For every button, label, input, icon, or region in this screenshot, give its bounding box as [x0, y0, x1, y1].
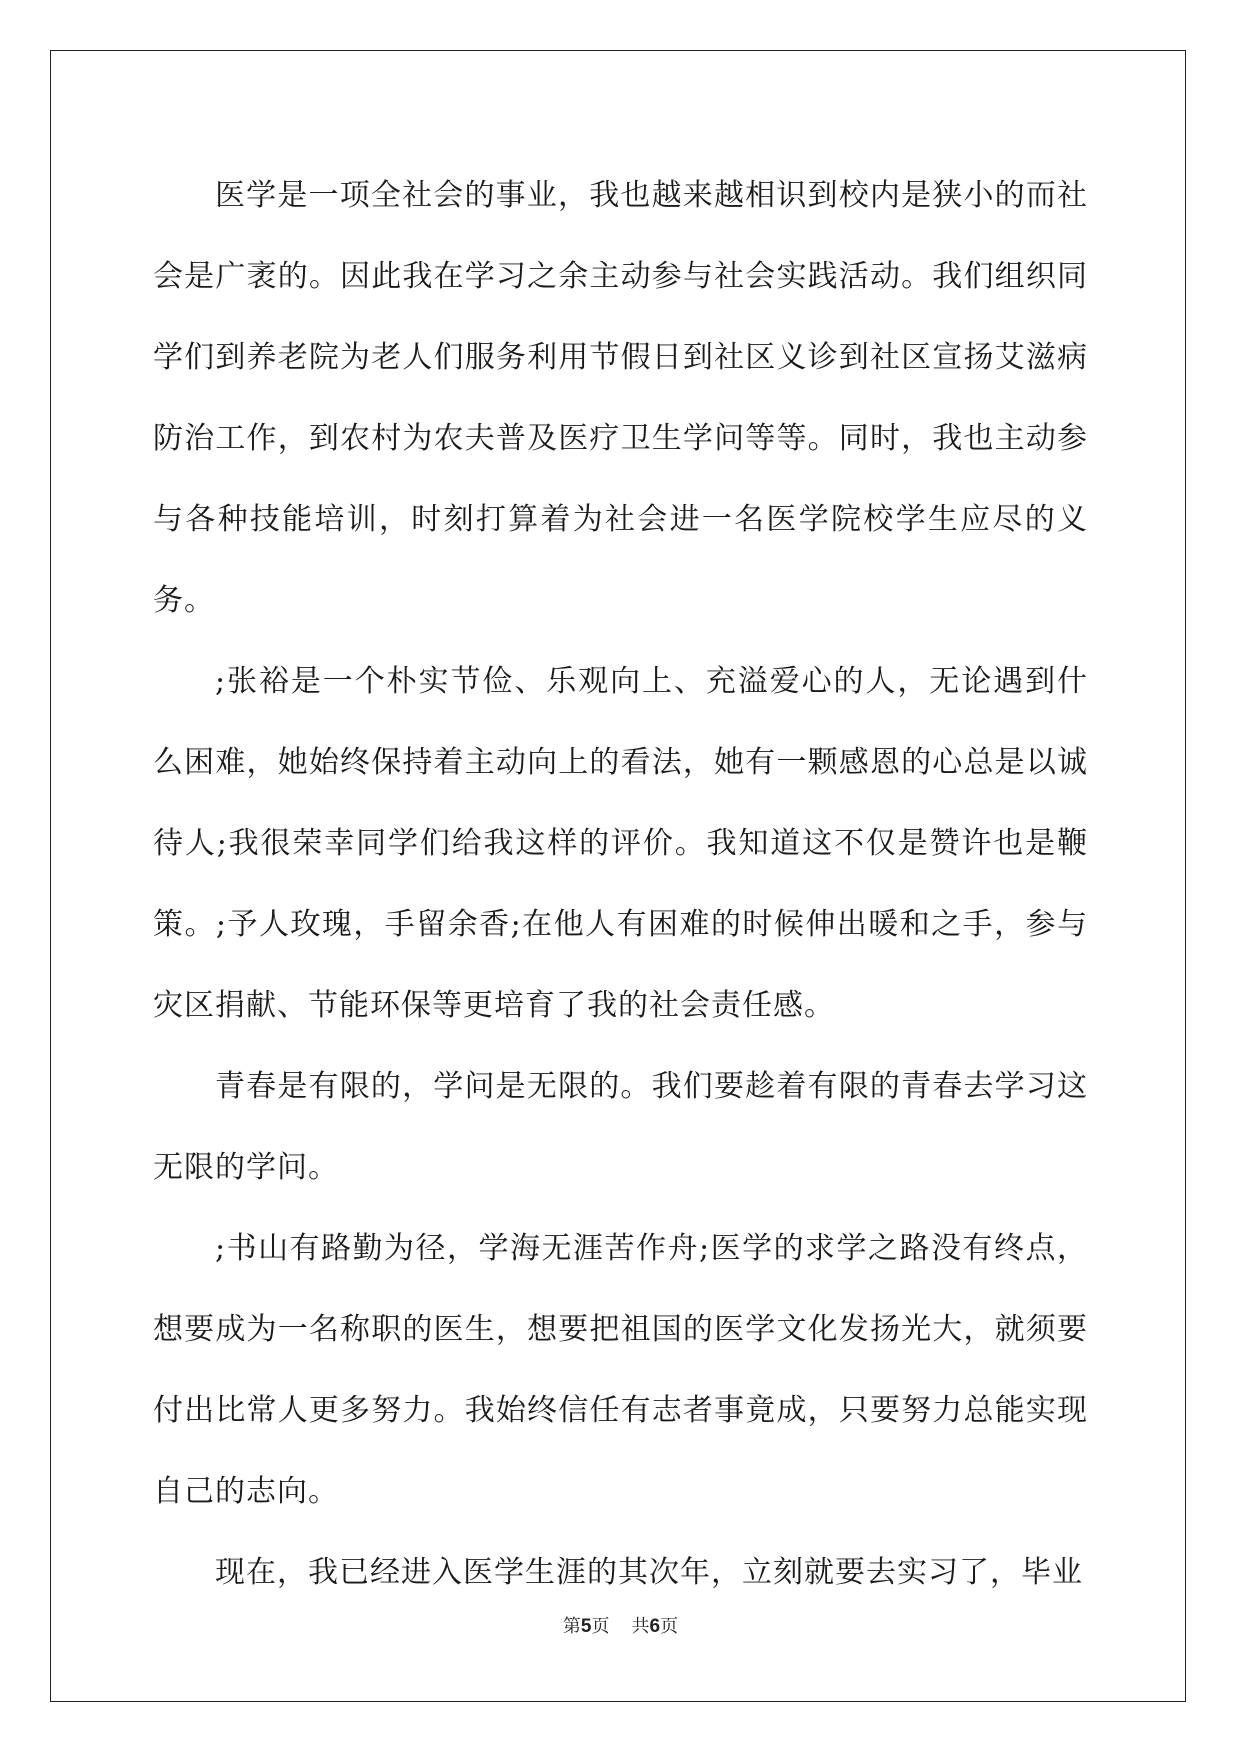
page-footer [0, 1612, 1241, 1638]
current-page-number: 5 [580, 1616, 592, 1637]
paragraph-1: 医学是一项全社会的事业，我也越来越相识到校内是狭小的而社会是广袤的。因此我在学习之余主动参与社会实践活动。我们组织同学们到养老院为老人们服务利用节假日到社区义诊到社区宣扬艾滋病防治工作，到农村为农夫普及医疗卫生学问等等。同时，我也主动参与各种技能培训，时刻打算着为社会进一名医学院校学生应尽的义务。 [153, 178, 1088, 618]
total-suffix: 页 [660, 1616, 679, 1637]
paragraph-2: ;张裕是一个朴实节俭、乐观向上、充溢爱心的人，无论遇到什么困难，她始终保持着主动向上的看法，她有一颗感恩的心总是以诚待人;我很荣幸同学们给我这样的评价。我知道这不仅是赞许也是鞭策。;予人玫瑰，手留余香;在他人有困难的时候伸出暖和之手，参与灾区捐献、节能环保等更培育了我的社会责任感。 [153, 664, 1088, 1023]
document-body [153, 155, 1088, 1613]
page-suffix: 页 [591, 1616, 610, 1637]
page-prefix: 第 [562, 1616, 581, 1637]
paragraph-5: 现在，我已经进入医学生涯的其次年，立刻就要去实习了，毕业 [215, 1555, 1083, 1590]
total-prefix: 共 [631, 1616, 650, 1637]
paragraph-4: ;书山有路勤为径，学海无涯苦作舟;医学的求学之路没有终点，想要成为一名称职的医生，想要把祖国的医学文化发扬光大，就须要付出比常人更多努力。我始终信任有志者事竟成，只要努力总能实现自己的志向。 [153, 1231, 1088, 1509]
paragraph-3: 青春是有限的，学问是无限的。我们要趁着有限的青春去学习这无限的学问。 [153, 1069, 1088, 1185]
total-page-number: 6 [649, 1616, 661, 1637]
